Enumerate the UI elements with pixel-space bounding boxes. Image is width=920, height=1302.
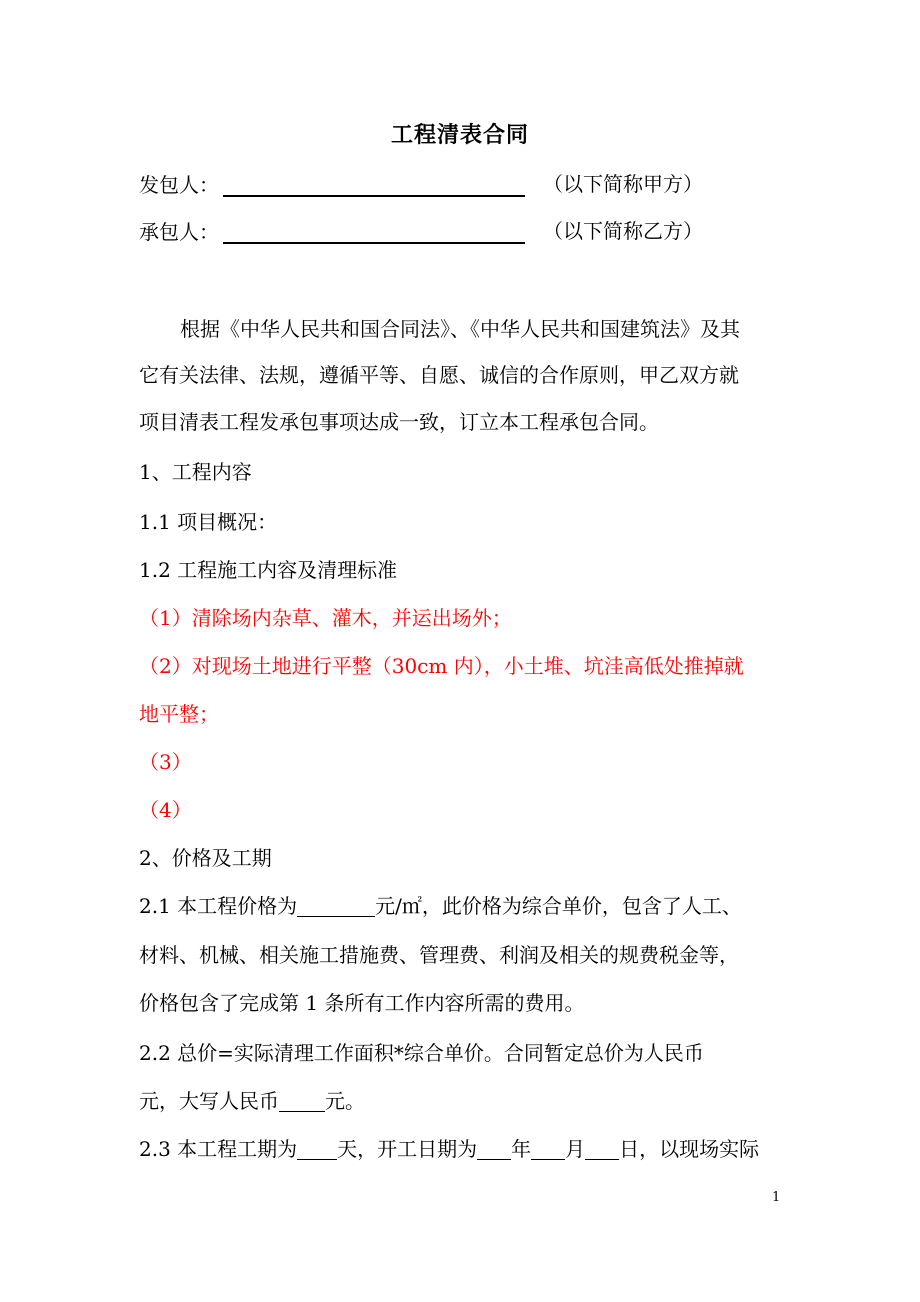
unit-price-blank xyxy=(297,894,375,917)
days-blank xyxy=(297,1137,337,1160)
month-blank xyxy=(531,1137,565,1160)
item-2: （2）对现场土地进行平整（30cm 内），小土堆、坑洼高低处推掉就 xyxy=(139,654,744,678)
employer-blank xyxy=(223,169,525,197)
employer-label: 发包人： xyxy=(139,173,219,197)
year-label: 年 xyxy=(511,1137,532,1161)
employer-line xyxy=(139,169,703,200)
intro-line-1: 根据《中华人民共和国合同法》、《中华人民共和国建筑法》及其 xyxy=(180,317,740,341)
section-1-2: 1.2 工程施工内容及清理标准 xyxy=(139,558,398,582)
intro-line-2: 它有关法律、法规，遵循平等、自愿、诚信的合作原则，甲乙双方就 xyxy=(139,363,739,387)
section-2-2-line-1: 2.2 总价=实际清理工作面积*综合单价。合同暂定总价为人民币 xyxy=(139,1041,704,1065)
section-2-1-line-2: 材料、机械、相关施工措施费、管理费、利润及相关的规费税金等， xyxy=(139,943,739,967)
section-2-1-line-3: 价格包含了完成第 1 条所有工作内容所需的费用。 xyxy=(139,991,585,1015)
period-prefix: 2.3 本工程工期为 xyxy=(139,1137,298,1161)
item-3: （3） xyxy=(139,750,192,774)
contractor-line xyxy=(139,216,703,247)
contractor-label: 承包人： xyxy=(139,220,219,244)
page-number: 1 xyxy=(772,1190,781,1205)
start-date-label: 天，开工日期为 xyxy=(337,1137,478,1161)
section-1-heading: 1、工程内容 xyxy=(139,460,252,484)
intro-line-3: 项目清表工程发承包事项达成一致，订立本工程承包合同。 xyxy=(139,410,659,434)
section-2-3-line-1 xyxy=(139,1134,759,1164)
total-uppercase-blank xyxy=(279,1089,325,1112)
contractor-blank xyxy=(223,216,525,244)
price-prefix: 2.1 本工程价格为 xyxy=(139,894,298,918)
total-suffix: 元。 xyxy=(325,1089,365,1113)
section-2-2-line-2 xyxy=(139,1086,365,1116)
section-2-1-line-1 xyxy=(139,891,742,921)
day-label: 日，以现场实际 xyxy=(619,1137,760,1161)
day-blank xyxy=(585,1137,619,1160)
item-4: （4） xyxy=(139,798,192,822)
document-title: 工程清表合同 xyxy=(390,123,529,148)
item-1: （1）清除场内杂草、灌木，并运出场外； xyxy=(139,606,512,630)
contractor-note: （以下简称乙方） xyxy=(543,219,703,243)
item-2-continued: 地平整； xyxy=(139,702,219,726)
price-suffix: 元/㎡，此价格为综合单价，包含了人工、 xyxy=(375,894,742,918)
year-blank xyxy=(477,1137,511,1160)
section-1-1: 1.1 项目概况： xyxy=(139,510,278,534)
employer-note: （以下简称甲方） xyxy=(543,172,703,196)
month-label: 月 xyxy=(565,1137,586,1161)
total-prefix: 元，大写人民币 xyxy=(139,1089,279,1113)
section-2-heading: 2、价格及工期 xyxy=(139,846,272,870)
